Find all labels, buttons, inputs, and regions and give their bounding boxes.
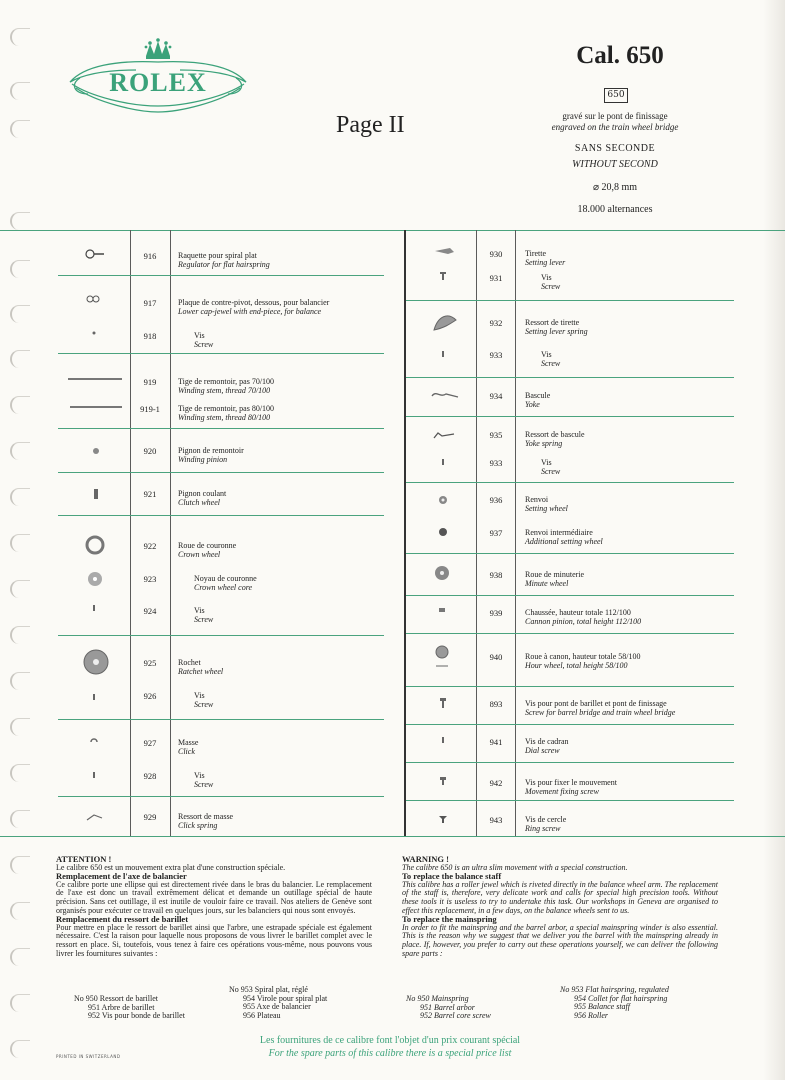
intro-text: Le calibre 650 est un mouvement extra plat d'une construction spéciale. xyxy=(56,862,286,872)
part-description: Raquette pour spiral plat Regulator for flat hairspring xyxy=(178,251,270,269)
clutch-wheel-icon xyxy=(91,488,101,500)
crown-wheel-icon xyxy=(84,534,106,556)
row-separator xyxy=(406,633,734,634)
part-number: 928 xyxy=(143,771,157,781)
warning-heading: WARNING ! xyxy=(402,854,449,864)
ring-screw-icon xyxy=(438,814,448,824)
binder-hole xyxy=(10,764,30,782)
binder-hole xyxy=(10,994,30,1012)
attention-heading: ATTENTION ! xyxy=(56,854,112,864)
table-bottom-rule xyxy=(0,836,785,837)
part-number: 924 xyxy=(143,606,157,616)
row-separator xyxy=(406,724,734,725)
part-description: Pignon de remontoir Winding pinion xyxy=(178,446,244,464)
binder-hole xyxy=(10,350,30,368)
part-number: 934 xyxy=(489,391,503,401)
spare-item: 956 Plateau xyxy=(243,1010,281,1020)
balance-text: This calibre has a roller jewel which is riveted directly in the balance wheel arm. The replacement of the staff is, therefore, very delicate work and calls for special high precision tools. Without these tools it is useless to try to undertake this task. Our workshops in Geneva are organised to effect this replacement, in a few days, on the balance wheels sent to us. xyxy=(402,879,718,915)
part-description: Renvoi Setting wheel xyxy=(525,495,568,513)
part-description: Masse Click xyxy=(178,738,199,756)
row-separator xyxy=(58,428,384,429)
binder-hole xyxy=(10,626,30,644)
barrel-bridge-screw-icon xyxy=(439,697,447,709)
binder-hole xyxy=(10,82,30,100)
part-number: 918 xyxy=(143,331,157,341)
binder-hole xyxy=(10,1040,30,1058)
page-edge-shadow xyxy=(763,0,785,1080)
movement-fixing-screw-icon xyxy=(439,776,447,786)
part-description: Roue à canon, hauteur totale 58/100 Hour wheel, total height 58/100 xyxy=(525,652,641,670)
part-description: Tige de remontoir, pas 70/100 Winding stem, thread 70/100 xyxy=(178,377,275,395)
part-number: 933 xyxy=(489,458,503,468)
spare-item: 952 Barrel core screw xyxy=(420,1011,491,1021)
part-number: 931 xyxy=(489,273,503,283)
binder-hole xyxy=(10,672,30,690)
row-separator xyxy=(58,719,384,720)
part-number: 929 xyxy=(143,812,157,822)
row-separator xyxy=(406,595,734,596)
crown-wheel-core-icon xyxy=(86,570,104,588)
part-description: Tige de remontoir, pas 80/100 Winding stem, thread 80/100 xyxy=(178,404,275,422)
setting-lever-spring-icon xyxy=(430,306,460,334)
part-number: 930 xyxy=(489,249,503,259)
part-number: 939 xyxy=(489,608,503,618)
row-separator xyxy=(406,416,734,417)
spare-item: 956 Roller xyxy=(574,1010,608,1020)
screw-icon xyxy=(440,458,446,466)
price-note-fr: Les fournitures de ce calibre font l'objet d'un prix courant spécial xyxy=(259,1035,521,1046)
part-description: Vis Screw xyxy=(541,458,561,476)
part-description: Vis de cadran Dial screw xyxy=(525,737,569,755)
screw-icon xyxy=(439,271,447,281)
mainspring-text: In order to fit the mainspring and the barrel arbor, a special mainspring winder is also essential. This is the reason why we suggest that we deliver you the barrel with the mainspring already in place. If, however, you prefer to carry out these operations yourself, we can deliver the following spare parts : xyxy=(402,922,718,958)
regulator-icon xyxy=(84,248,106,260)
part-number: 917 xyxy=(143,298,157,308)
screw-icon xyxy=(440,350,446,358)
alternances: 18.000 alternances xyxy=(577,204,653,215)
spare-item: No 950 Mainspring xyxy=(406,994,469,1003)
part-description: Noyau de couronne Crown wheel core xyxy=(194,574,257,592)
part-description: Roue de minuterie Minute wheel xyxy=(525,570,585,588)
part-description: Vis Screw xyxy=(541,273,561,291)
part-description: Plaque de contre-pivot, dessous, pour balancier Lower cap-jewel with end-piece, for balance xyxy=(178,298,330,316)
screw-icon xyxy=(91,330,97,336)
screw-icon xyxy=(91,693,97,701)
diameter: ⌀ 20,8 mm xyxy=(592,182,638,193)
binder-hole xyxy=(10,120,30,138)
part-description: Tirette Setting lever xyxy=(525,249,566,267)
spare-item: 954 Virole pour spiral plat xyxy=(243,993,328,1003)
part-number: 937 xyxy=(489,528,503,538)
part-description: Roue de couronne Crown wheel xyxy=(178,541,237,559)
spare-item: 951 Arbre de barillet xyxy=(88,1002,155,1012)
spare-item: 955 Balance staff xyxy=(574,1002,630,1012)
spare-list-fr-right xyxy=(229,986,327,1020)
part-number: 925 xyxy=(143,658,157,668)
screw-icon xyxy=(91,771,97,779)
spare-item: 952 Vis pour bonde de barillet xyxy=(88,1011,185,1021)
part-number: 940 xyxy=(489,652,503,662)
part-number: 893 xyxy=(489,699,503,709)
binder-hole xyxy=(10,718,30,736)
row-separator xyxy=(406,482,734,483)
mainspring-text: Pour mettre en place le ressort de barillet ainsi que l'arbre, une estrapade spéciale est également nécessaire. C'est la raison pour laquelle nous proposons de vous livrer le barillet complet avec le ressort en place. Si, toutefois, vous tenez à faire ces opérations vous-même, nous pouvons vous livrer les fournitures suivantes : xyxy=(56,922,372,958)
part-description: Pignon coulant Clutch wheel xyxy=(178,489,227,507)
click-spring-icon xyxy=(86,812,104,822)
part-description: Renvoi intermédiaire Additional setting wheel xyxy=(525,528,603,546)
part-description: Ressort de bascule Yoke spring xyxy=(525,430,585,448)
table-top-rule xyxy=(0,230,785,231)
footer-french xyxy=(56,855,372,958)
part-number: 942 xyxy=(489,778,503,788)
ratchet-wheel-icon xyxy=(82,648,110,676)
engraved-en: engraved on the train wheel bridge xyxy=(551,122,679,132)
binder-hole xyxy=(10,856,30,874)
binder-hole xyxy=(10,534,30,552)
part-number: 921 xyxy=(143,489,157,499)
part-description: Vis Screw xyxy=(194,691,214,709)
screw-icon xyxy=(91,604,97,612)
row-separator xyxy=(406,377,734,378)
part-description: Vis Screw xyxy=(194,606,214,624)
binder-hole xyxy=(10,396,30,414)
cannon-pinion-icon xyxy=(437,606,447,614)
part-number: 927 xyxy=(143,738,157,748)
part-number: 943 xyxy=(489,815,503,825)
part-number: 919-1 xyxy=(140,404,160,414)
spare-list-fr-left xyxy=(74,995,185,1021)
spare-item: 951 Barrel arbor xyxy=(420,1002,475,1012)
rolex-logo xyxy=(66,38,250,122)
additional-setting-wheel-icon xyxy=(437,526,449,538)
row-separator xyxy=(58,472,384,473)
engraving-number: 650 xyxy=(604,88,628,103)
caliber-title: Cal. 650 xyxy=(576,42,664,69)
brand-name: ROLEX xyxy=(109,68,207,97)
binder-hole xyxy=(10,948,30,966)
part-number: 936 xyxy=(489,495,503,505)
yoke-icon xyxy=(430,388,460,402)
row-separator xyxy=(58,515,384,516)
spare-item: No 953 Spiral plat, réglé xyxy=(229,985,308,994)
spare-item: 955 Axe de balancier xyxy=(243,1002,311,1012)
part-number: 935 xyxy=(489,430,503,440)
part-number: 926 xyxy=(143,691,157,701)
balance-heading: Remplacement de l'axe de balancier xyxy=(56,871,187,882)
binder-hole xyxy=(10,580,30,598)
setting-lever-icon xyxy=(434,245,456,257)
part-number: 919 xyxy=(143,377,157,387)
spare-item: No 950 Ressort de barillet xyxy=(74,994,158,1003)
setting-wheel-icon xyxy=(437,494,449,506)
row-separator xyxy=(406,300,734,301)
winding-stem-icon xyxy=(68,376,124,382)
part-number: 938 xyxy=(489,570,503,580)
spare-list-en-left xyxy=(406,995,491,1021)
row-separator xyxy=(406,686,734,687)
row-separator xyxy=(58,275,384,276)
balance-text: Ce calibre porte une ellipse qui est directement rivée dans le bras du balancier. Le remplacement de l'axe est donc un travail extrêmement délicat et demande un outillage spécial de haute précision. Sans cet outillage, il est inutile de vouloir faire ce travail. Nos ateliers de Genève sont organisés pour exécuter ce travail en quelques jours, sur les balanciers qui nous sont envoyés. xyxy=(56,879,372,915)
engraved-fr: gravé sur le pont de finissage xyxy=(562,111,668,121)
part-number: 941 xyxy=(489,737,503,747)
spare-item: 954 Collet for flat hairspring xyxy=(574,993,668,1003)
part-description: Rochet Ratchet wheel xyxy=(178,658,224,676)
mainspring-heading: Remplacement du ressort de barillet xyxy=(56,914,189,925)
part-number: 933 xyxy=(489,350,503,360)
part-number: 922 xyxy=(143,541,157,551)
second-fr: SANS SECONDE xyxy=(574,143,656,154)
hour-wheel-icon xyxy=(433,644,451,670)
part-number: 916 xyxy=(143,251,157,261)
part-description: Vis pour pont de barillet et pont de finissage Screw for barrel bridge and train wheel bridge xyxy=(525,699,676,717)
row-separator xyxy=(406,553,734,554)
binder-hole xyxy=(10,260,30,278)
binder-hole xyxy=(10,212,30,230)
intro-text: The calibre 650 is an ultra slim movement with a special construction. xyxy=(402,862,628,872)
row-separator xyxy=(406,800,734,801)
binder-hole xyxy=(10,305,30,323)
row-separator xyxy=(58,353,384,354)
part-number: 923 xyxy=(143,574,157,584)
binder-hole xyxy=(10,28,30,46)
mainspring-heading: To replace the mainspring xyxy=(402,914,497,925)
binder-hole xyxy=(10,810,30,828)
second-en: WITHOUT SECOND xyxy=(572,159,658,170)
binder-holes xyxy=(10,0,34,1080)
footer-english xyxy=(402,855,718,958)
balance-heading: To replace the balance staff xyxy=(402,871,502,882)
minute-wheel-icon xyxy=(433,564,451,582)
center-divider xyxy=(404,230,406,836)
printed-in: PRINTED IN SWITZERLAND xyxy=(56,1054,121,1059)
binder-hole xyxy=(10,902,30,920)
spare-item: No 953 Flat hairspring, regulated xyxy=(560,985,669,994)
part-description: Chaussée, hauteur totale 112/100 Cannon pinion, total height 112/100 xyxy=(525,608,642,626)
part-description: Vis Screw xyxy=(541,350,561,368)
part-description: Vis de cercle Ring screw xyxy=(525,815,567,833)
binder-hole xyxy=(10,488,30,506)
left-num-divider xyxy=(170,230,171,836)
part-description: Bascule Yoke xyxy=(525,391,551,409)
part-description: Ressort de masse Click spring xyxy=(178,812,234,830)
price-note-en: For the spare parts of this calibre there is a special price list xyxy=(268,1048,512,1059)
row-separator xyxy=(58,635,384,636)
row-separator xyxy=(58,796,384,797)
page-title: Page II xyxy=(336,112,405,138)
part-description: Vis pour fixer le mouvement Movement fixing screw xyxy=(525,778,617,796)
yoke-spring-icon xyxy=(432,430,456,442)
winding-stem-icon xyxy=(70,404,124,410)
part-description: Ressort de tirette Setting lever spring xyxy=(525,318,588,336)
part-description: Vis Screw xyxy=(194,331,214,349)
row-separator xyxy=(406,762,734,763)
winding-pinion-icon xyxy=(91,446,101,456)
part-description: Vis Screw xyxy=(194,771,214,789)
cap-jewel-icon xyxy=(86,294,100,304)
dial-screw-icon xyxy=(440,736,446,744)
part-number: 932 xyxy=(489,318,503,328)
part-number: 920 xyxy=(143,446,157,456)
spare-list-en-right xyxy=(560,986,669,1020)
binder-hole xyxy=(10,442,30,460)
click-icon xyxy=(89,737,99,747)
